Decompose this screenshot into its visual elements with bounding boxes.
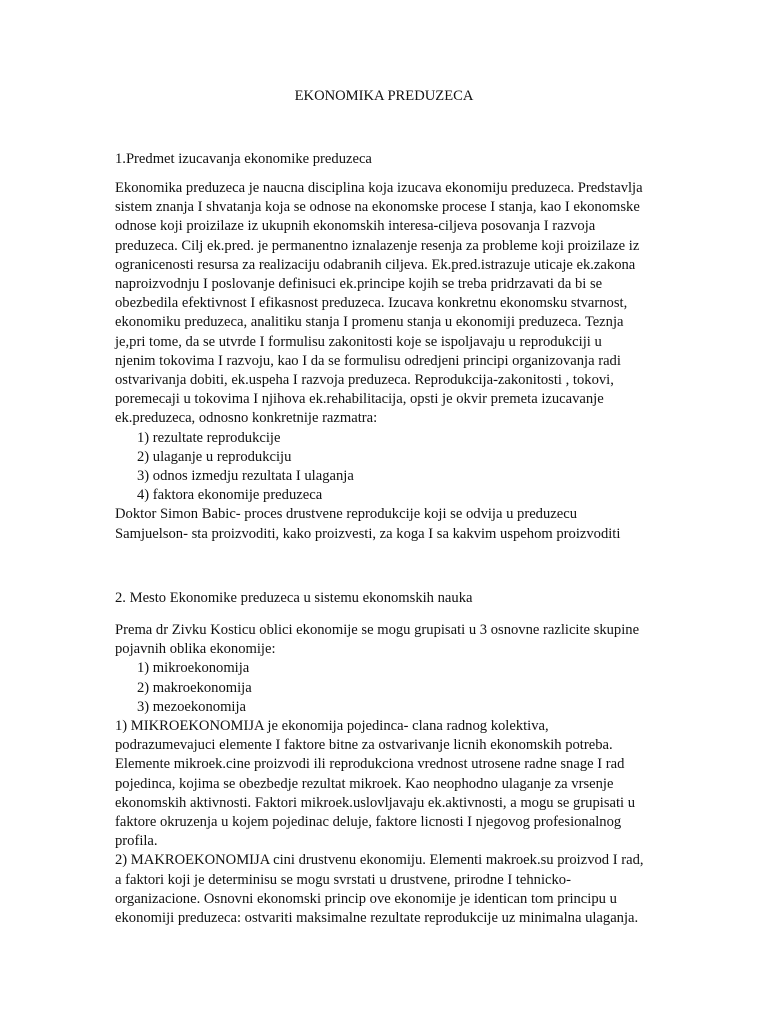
list-item: 3) mezoekonomija: [137, 698, 247, 715]
paragraph-line: ekonomiji preduzeca: ostvariti maksimalne rezultate reprodukcije uz minimalna ulaganja.: [115, 910, 639, 927]
paragraph-line: Samjuelson- sta proizvoditi, kako proizvesti, za koga I sa kakvim uspehom proizvoditi: [115, 525, 621, 542]
paragraph-line: organizacione. Osnovni ekonomski princip ove ekonomije je identican tom principu u: [115, 890, 617, 907]
paragraph-line: Prema dr Zivku Kosticu oblici ekonomije se mogu grupisati u 3 osnovne razlicite skupine: [115, 622, 640, 638]
section-2-heading: 2. Mesto Ekonomike preduzeca u sistemu ekonomskih nauka: [115, 590, 473, 606]
section-1-body: [115, 179, 690, 544]
paragraph-line: sistem znanja I shvatanja koja se odnose na ekonomske procese I stanja, kao I ekonomske: [115, 199, 640, 216]
paragraph-line: naproizvodnju I poslovanje definisuci ek.principe kojih se treba pridrzavati da bi se: [115, 276, 603, 293]
paragraph-line: ostvarivanja dobiti, ek.uspeha I razvoja preduzeca. Reprodukcija-zakonitosti , tokovi,: [115, 372, 614, 389]
list-item: 2) ulaganje u reprodukciju: [137, 448, 292, 465]
paragraph-line: ekonomiku preduzeca, analitiku stanja I promenu stanja u ekonomiji preduzeca. Teznja: [115, 314, 624, 331]
list-item: 4) faktora ekonomije preduzeca: [137, 487, 323, 504]
paragraph-line: Elemente mikroek.cine proizvodi ili reprodukciona vrednost utrosene radne snage I rad: [115, 756, 625, 773]
document-title: EKONOMIKA PREDUZECA: [294, 88, 474, 104]
list-item: 3) odnos izmedju rezultata I ulaganja: [137, 468, 354, 485]
paragraph-line: preduzeca. Cilj ek.pred. je permanentno iznalazenje resenja za probleme koji proizilaze iz: [115, 237, 640, 254]
paragraph-line: pojavnih oblika ekonomije:: [115, 641, 276, 658]
paragraph-line: obezbedila efektivnost I efikasnost preduzeca. Izucava konkretnu ekonomsku stvarnost,: [115, 295, 628, 312]
paragraph-line: profila.: [115, 833, 158, 850]
paragraph-line: 1) MIKROEKONOMIJA je ekonomija pojedinca- clana radnog kolektiva,: [115, 718, 549, 735]
paragraph-line: Doktor Simon Babic- proces drustvene reprodukcije koji se odvija u preduzecu: [115, 506, 578, 523]
section-1-heading: 1.Predmet izucavanja ekonomike preduzeca: [115, 151, 372, 167]
paragraph-line: ogranicenosti resursa za realizaciju odabranih ciljeva. Ek.pred.istrazuje uticaje ek.zakona: [115, 256, 636, 273]
paragraph-line: njenim tokovima I razvoju, kao I da se formulisu odredjeni principi organizovanja radi: [115, 352, 621, 369]
paragraph-line: ek.preduzeca, odnosno konkretnije razmatra:: [115, 410, 378, 427]
paragraph-line: a faktori koji je determinisu se mogu svrstati u drustvene, prirodne I tehnicko-: [115, 871, 571, 888]
paragraph-line: ekonomskih aktivnosti. Faktori mikroek.uslovljavaju ek.aktivnosti, a mogu se grupisati u: [115, 794, 636, 811]
paragraph-line: poremecaji u tokovima I njihova ek.rehabilitacija, opsti je okvir premeta izucavanje: [115, 391, 604, 408]
list-item: 2) makroekonomija: [137, 679, 252, 696]
section-2-body: [115, 621, 690, 928]
list-item: 1) mikroekonomija: [137, 660, 250, 677]
list-item: 1) rezultate reprodukcije: [137, 429, 281, 446]
paragraph-line: je,pri tome, da se utvrde I formulisu zakonitosti koje se ispoljavaju u reprodukciji u: [115, 333, 602, 350]
paragraph-line: 2) MAKROEKONOMIJA cini drustvenu ekonomiju. Elementi makroek.su proizvod I rad,: [115, 852, 644, 869]
paragraph-line: faktore okruzenja u kojem pojedinac deluje, faktore licnosti I njegovog profesionalnog: [115, 814, 622, 831]
paragraph-line: odnose koji proizilaze iz ukupnih ekonomskih interesa-ciljeva posovanja I razvoja: [115, 218, 596, 235]
paragraph-line: pojedinca, kojima se obezbedje rezultat mikroek. Kao neophodno ulaganje za vrsenje: [115, 775, 614, 792]
paragraph-line: Ekonomika preduzeca je naucna disciplina koja izucava ekonomiju preduzeca. Predstavlja: [115, 180, 643, 196]
paragraph-line: podrazumevajuci elemente I faktore bitne za ostvarivanje licnih ekonomskih potreba.: [115, 737, 613, 754]
